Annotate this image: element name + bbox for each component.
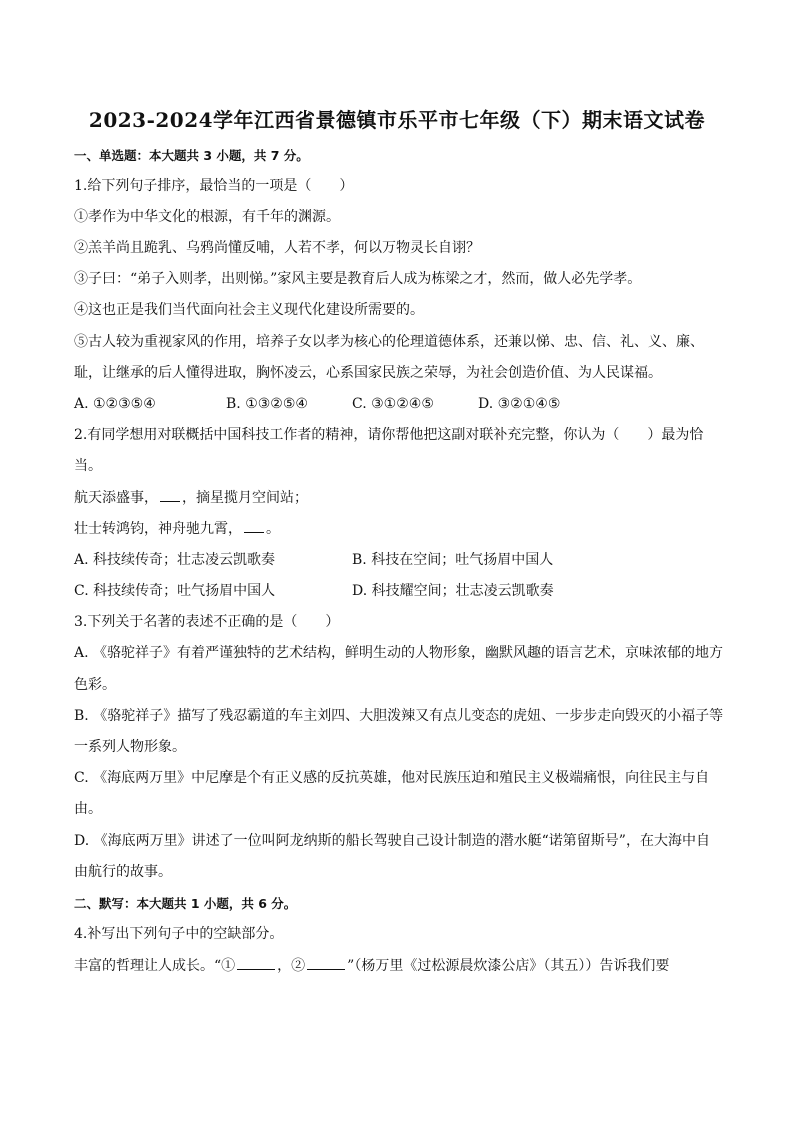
q2-line2-post: 。	[266, 521, 280, 537]
q1-option-b: B. ①③②⑤④	[226, 396, 308, 412]
q1-sentence-5-cont: 耻，让继承的后人懂得进取，胸怀凌云，心系国家民族之荣辱，为社会创造价值、为人民谋福。	[74, 365, 662, 381]
q2-couplet-line-2	[74, 520, 280, 538]
q3-option-d-cont: 由航行的故事。	[74, 864, 172, 880]
q1-sentence-3: ③子曰：“弟子入则孝，出则悌。”家风主要是教育后人成为栋梁之才，然而，做人必先学孝。	[74, 271, 642, 287]
q1-sentence-5: ⑤古人较为重视家风的作用，培养子女以孝为核心的伦理道德体系，还兼以悌、忠、信、礼、义、廉、	[74, 334, 704, 350]
section-1-header: 一、单选题：本大题共 3 小题，共 7 分。	[74, 148, 309, 163]
q3-option-b: B. 《骆驼祥子》描写了残忍霸道的车主刘四、大胆泼辣又有点儿变态的虎妞、一步步走向毁灭的小福子等	[74, 708, 724, 724]
q4-line1-post: ”（杨万里《过松源晨炊漆公店》（其五））告诉我们要	[347, 958, 670, 974]
q2-option-c: C. 科技续传奇；吐气扬眉中国人	[74, 583, 276, 599]
q4-stem: 4.补写出下列句子中的空缺部分。	[74, 926, 284, 942]
q3-option-b-cont: 一系列人物形象。	[74, 739, 186, 755]
answer-blank[interactable]	[237, 957, 275, 970]
q1-option-d: D. ③②①④⑤	[478, 396, 561, 412]
q2-line1-post: ，摘星揽月空间站；	[182, 490, 308, 506]
answer-blank[interactable]	[307, 957, 345, 970]
q3-option-d: D. 《海底两万里》讲述了一位叫阿龙纳斯的船长驾驶自己设计制造的潜水艇“诺第留斯号”，在大海中自	[74, 833, 710, 849]
q2-line2-pre: 壮士转鸿钧，神舟驰九霄，	[74, 521, 242, 537]
q1-stem: 1.给下列句子排序，最恰当的一项是（ ）	[74, 178, 354, 194]
q1-sentence-4: ④这也正是我们当代面向社会主义现代化建设所需要的。	[74, 302, 424, 318]
q4-line-1	[74, 957, 669, 975]
q2-line1-pre: 航天添盛事，	[74, 490, 158, 506]
q3-stem: 3.下列关于名著的表述不正确的是（ ）	[74, 614, 340, 630]
q2-stem: 2.有同学想用对联概括中国科技工作者的精神，请你帮他把这副对联补充完整，你认为（ ）最为恰	[74, 427, 704, 443]
section-2-header: 二、默写：本大题共 1 小题，共 6 分。	[74, 896, 297, 911]
q2-couplet-line-1	[74, 489, 308, 507]
q2-option-a: A. 科技续传奇；壮志凌云凯歌奏	[74, 552, 276, 568]
q2-stem-cont: 当。	[74, 458, 102, 474]
q4-line1-mid: ，②	[277, 958, 306, 974]
answer-blank[interactable]	[244, 520, 264, 533]
q3-option-c: C. 《海底两万里》中尼摩是个有正义感的反抗英雄，他对民族压迫和殖民主义极端痛恨，向往民主与自	[74, 770, 710, 786]
q3-option-c-cont: 由。	[74, 801, 102, 817]
q2-option-b: B. 科技在空间；吐气扬眉中国人	[352, 552, 554, 568]
q1-sentence-1: ①孝作为中华文化的根源，有千年的渊源。	[74, 209, 340, 225]
q1-option-c: C. ③①②④⑤	[352, 396, 434, 412]
q2-option-d: D. 科技耀空间；壮志凌云凯歌奏	[352, 583, 554, 599]
page-title: 2023-2024学年江西省景德镇市乐平市七年级（下）期末语文试卷	[88, 108, 706, 132]
q4-line1-pre: 丰富的哲理让人成长。“①	[74, 958, 236, 974]
q1-sentence-2: ②羔羊尚且跪乳、乌鸦尚懂反哺，人若不孝，何以万物灵长自诩？	[74, 240, 480, 256]
q1-option-a: A. ①②③⑤④	[74, 396, 156, 412]
answer-blank[interactable]	[160, 489, 180, 502]
q3-option-a: A. 《骆驼祥子》有着严谨独特的艺术结构，鲜明生动的人物形象，幽默风趣的语言艺术，京味浓郁的地方	[74, 645, 724, 661]
q3-option-a-cont: 色彩。	[74, 677, 116, 693]
